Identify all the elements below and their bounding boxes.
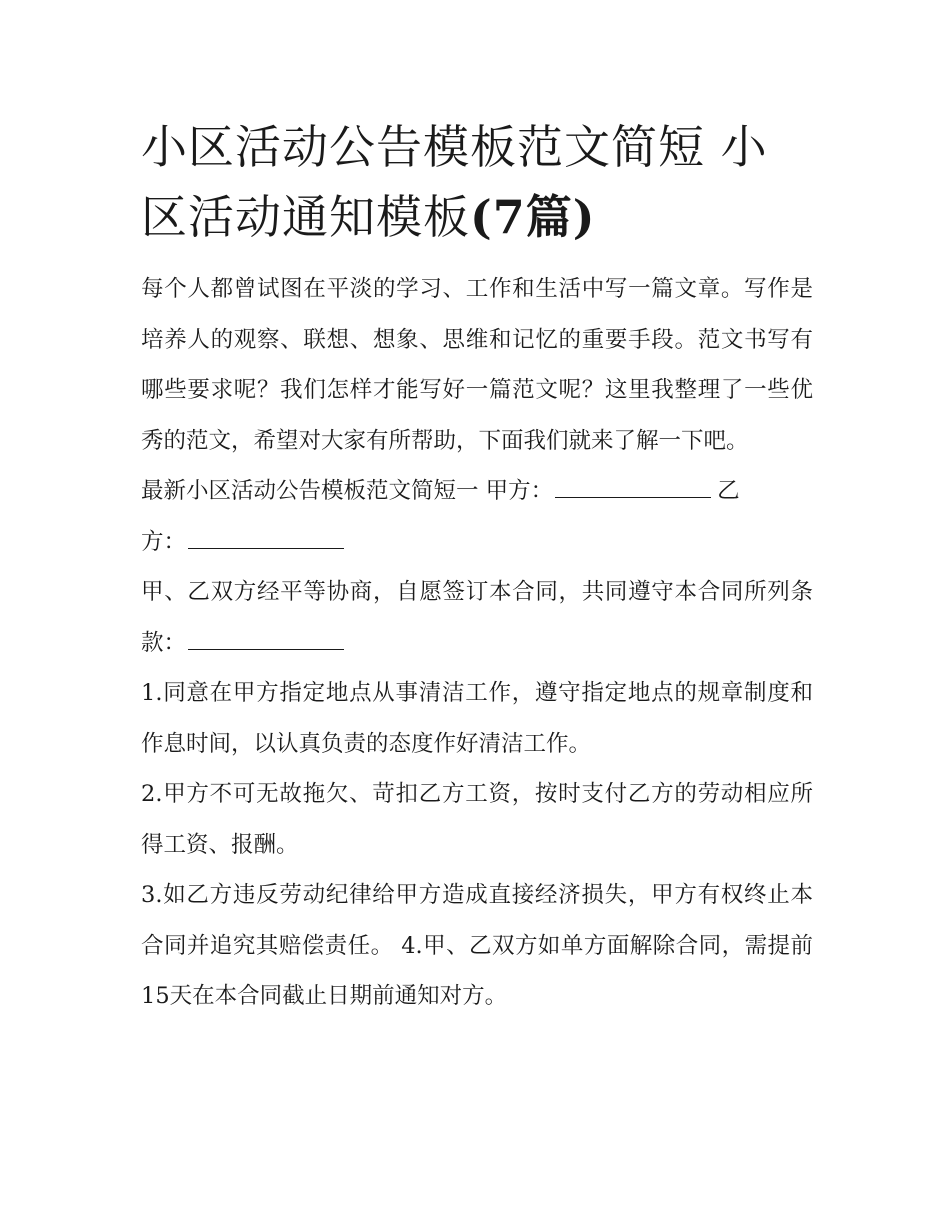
title-end: 篇): [525, 190, 596, 244]
clause-3-4: [141, 870, 813, 1022]
clause-2: 2.甲方不可无故拖欠、苛扣乙方工资，按时支付乙方的劳动相应所得工资、报酬。: [141, 781, 813, 858]
agreement-intro-paragraph: [141, 567, 813, 668]
agreement-blank: [188, 631, 344, 650]
document-page: [141, 112, 813, 1022]
clause-4: 4.甲、乙双方如单方面解除合同，需提前15天在本合同截止日期前通知对方。: [141, 932, 814, 1009]
party-b-label-1: 乙: [717, 478, 740, 504]
title-line-2: 区活动通知模板: [141, 190, 470, 244]
clause-3: 3.如乙方违反劳动纪律给甲方造成直接经济损失，甲方有权终止本合同并追究其赔偿责任。: [141, 882, 813, 959]
party-a-blank: [555, 479, 711, 498]
title-line-1: 小区活动公告模板范文简短 小: [141, 120, 768, 174]
party-b-blank: [188, 530, 344, 549]
party-a-label: 最新小区活动公告模板范文简短一 甲方：: [141, 478, 554, 504]
agreement-intro-text: 甲、乙双方经平等协商，自愿签订本合同，共同遵守本合同所列条款：: [141, 579, 813, 656]
clause-1: 1.同意在甲方指定地点从事清洁工作，遵守指定地点的规章制度和作息时间，以认真负责的态度作好清洁工作。: [141, 680, 813, 757]
party-paragraph: [141, 466, 813, 567]
intro-paragraph: 每个人都曾试图在平淡的学习、工作和生活中写一篇文章。写作是培养人的观察、联想、想象、思维和记忆的重要手段。范文书写有哪些要求呢？我们怎样才能写好一篇范文呢？这里我整理了一些优秀的范文，希望对大家有所帮助，下面我们就来了解一下吧。: [141, 276, 813, 454]
title-count: (7: [470, 190, 526, 244]
party-b-label-2: 方：: [141, 528, 187, 555]
document-title: [141, 112, 813, 252]
